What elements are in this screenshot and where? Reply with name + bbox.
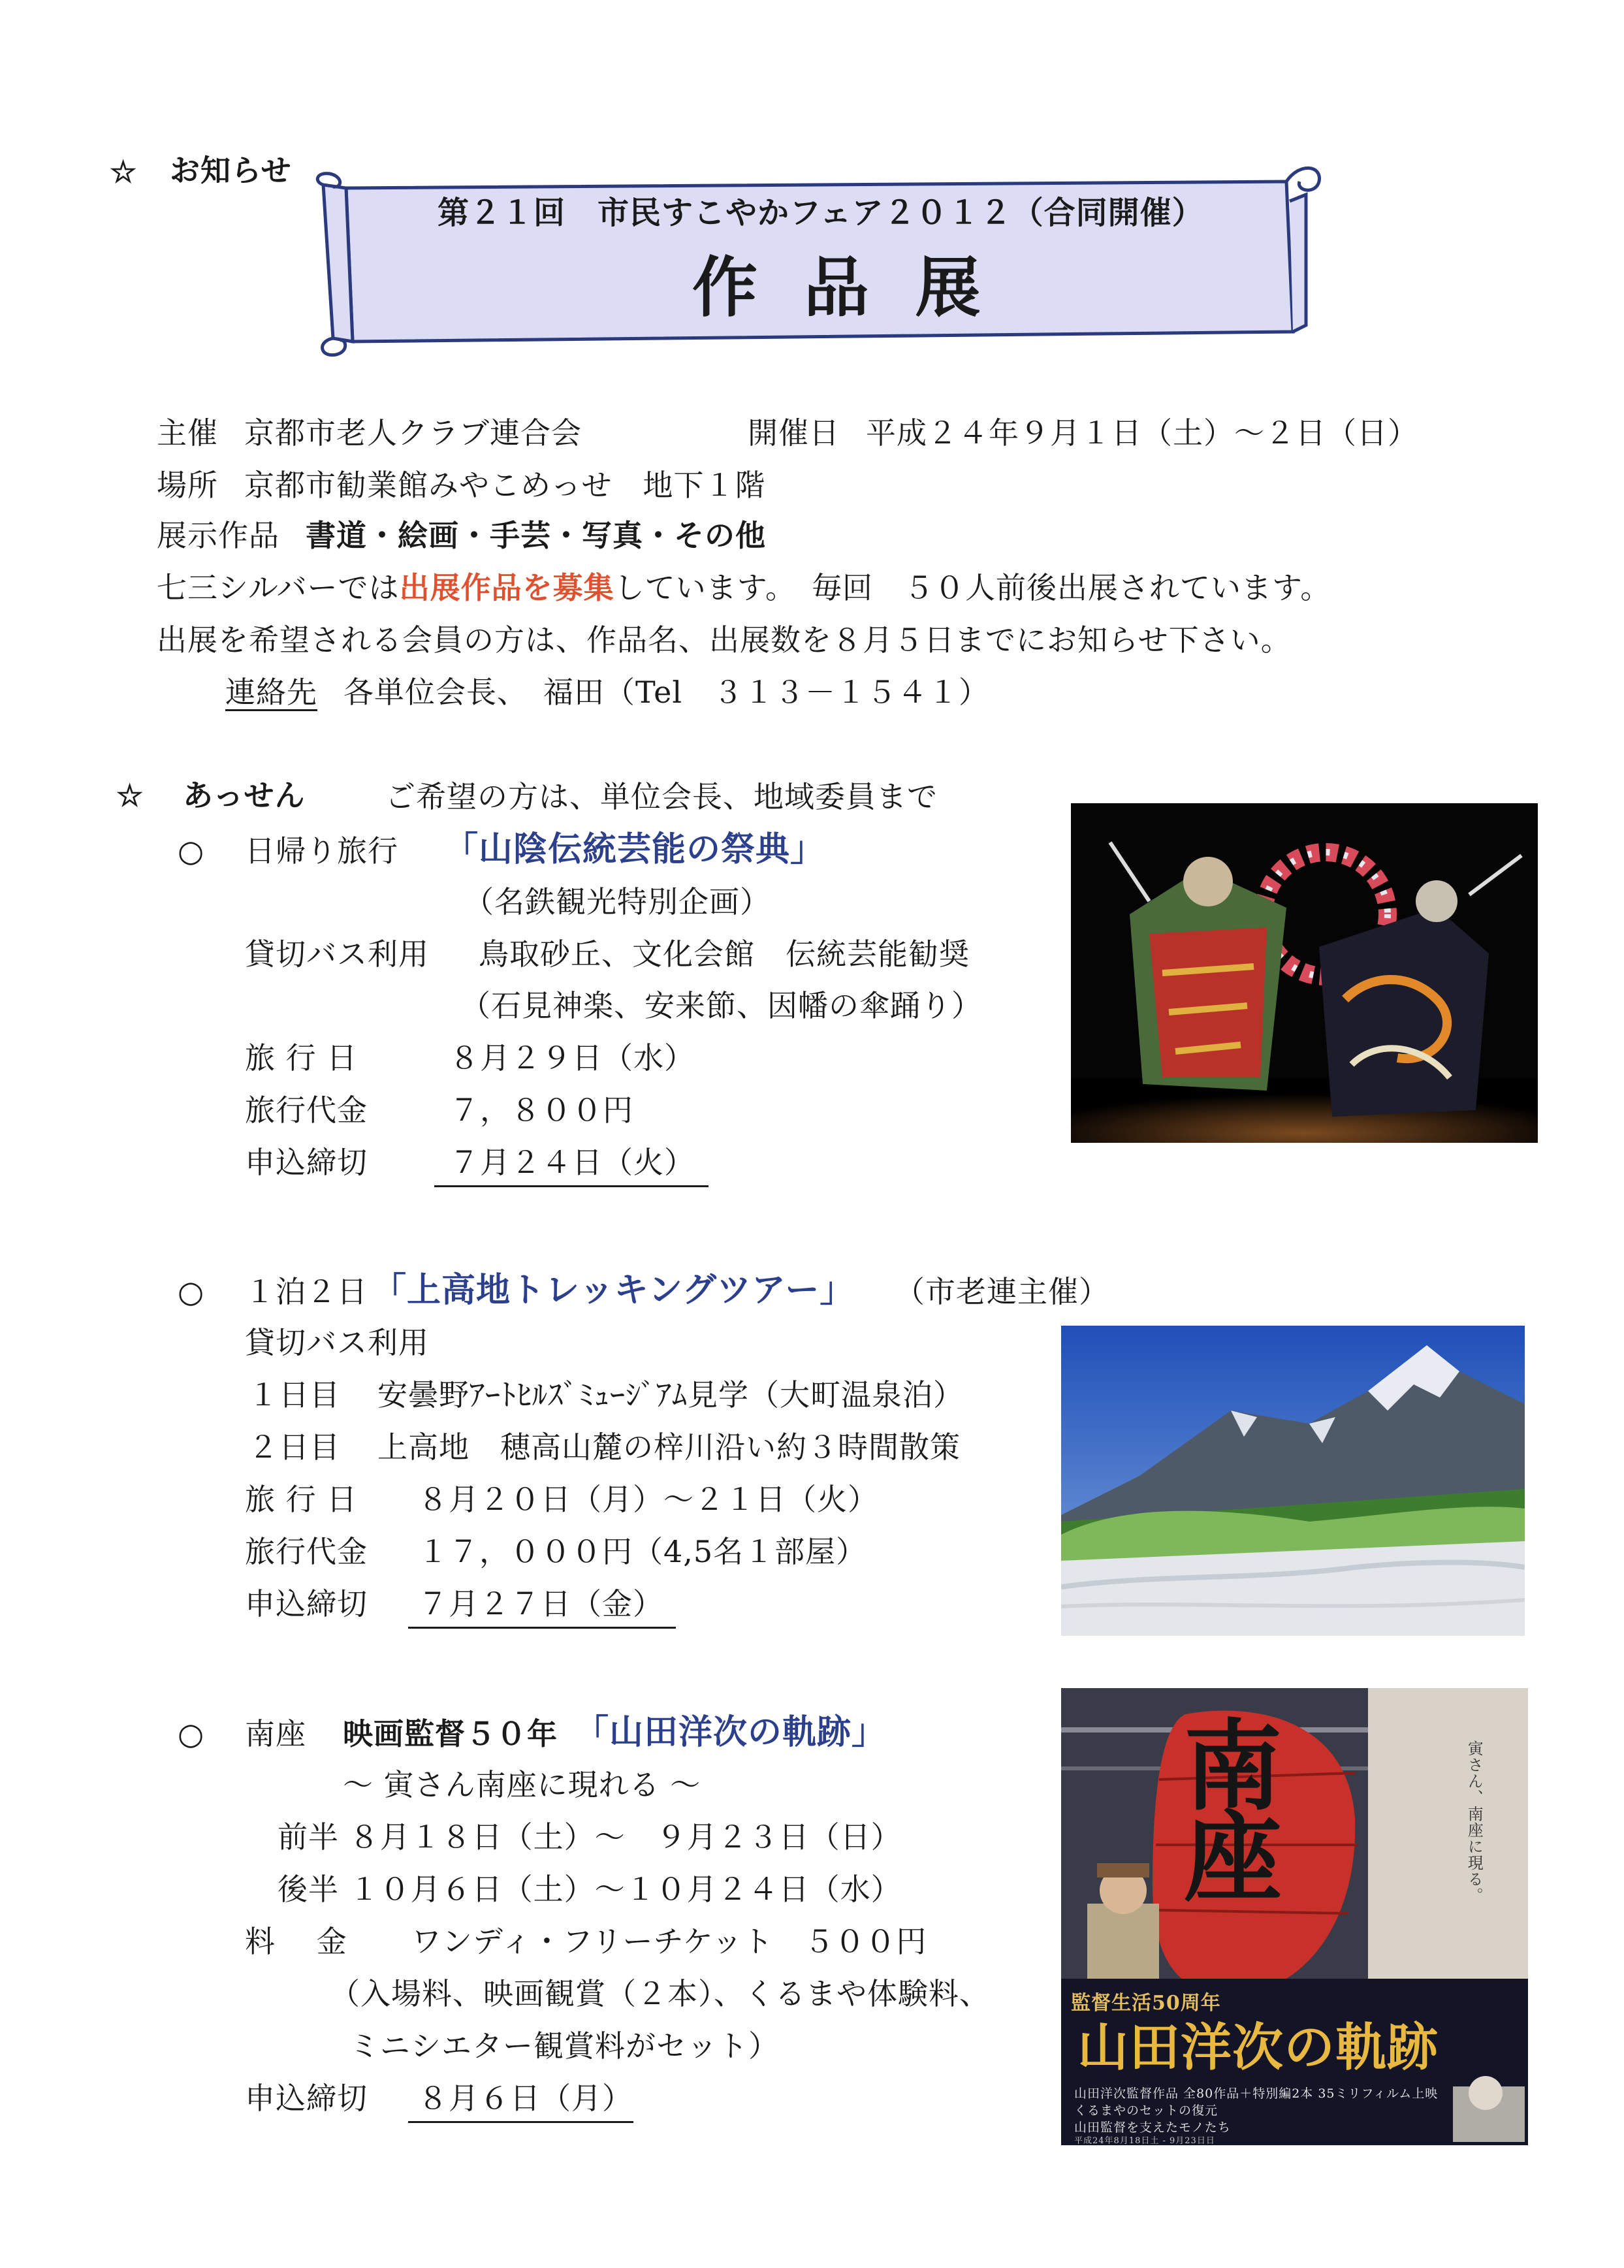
assen-heading: あっせん [183, 778, 306, 813]
trip1-fee-label: 旅行代金 [245, 1093, 368, 1128]
organizer: 京都市老人クラブ連合会 [244, 415, 582, 451]
request-text: 出展を希望される会員の方は、作品名、出展数を８月５日までにお知らせ下さい。 [157, 622, 1292, 658]
contact-row [225, 675, 990, 710]
trip2-day1: 安曇野ｱｰﾄﾋﾙｽﾞﾐｭｰｼﾞｱﾑ見学（大町温泉泊） [377, 1377, 964, 1413]
trip2-bullet: ○ [178, 1274, 205, 1309]
movie-title: 「山田洋次の軌跡」 [575, 1712, 887, 1752]
movie-venue: 南座 [245, 1716, 306, 1751]
trip1-type: 日帰り旅行 [245, 833, 398, 869]
movie-first-half: 前半 ８月１８日（土）～ ９月２３日（日） [278, 1819, 902, 1855]
movie-fee: ワンディ・フリーチケット ５００円 [411, 1924, 927, 1959]
poster-title: 山田洋次の軌跡 [1077, 2018, 1439, 2077]
works: 書道・絵画・手芸・写真・その他 [306, 518, 766, 553]
organizer-row [157, 415, 582, 451]
assen-note: ご希望の方は、単位会長、地域委員まで [385, 779, 938, 814]
poster-side-text: 寅さん、南座に現る。 [1465, 1740, 1484, 1904]
movie-poster [1061, 1688, 1528, 2145]
poster-dates: 平成24年8月18日土 - 9月23日日 [1074, 2136, 1215, 2145]
trip2-deadline-label: 申込締切 [245, 1586, 368, 1621]
poster-kanji: 南座 [1167, 1714, 1282, 1897]
trip1-sub: （名鉄観光特別企画） [464, 884, 771, 919]
movie-prefix: 映画監督５０年 [343, 1716, 558, 1751]
trip2-day2: 上高地 穂高山麓の梓川沿い約３時間散策 [377, 1429, 961, 1465]
trip1-date: ８月２９日（水） [449, 1040, 695, 1076]
trip2-type: １泊２日 [245, 1274, 368, 1309]
movie-second-half: 後半 １０月６日（土）～１０月２４日（水） [278, 1872, 902, 1907]
movie-deadline-underline [408, 2121, 633, 2123]
trip2-bus: 貸切バス利用 [245, 1325, 429, 1360]
trip1-bus-detail: （石見神楽、安来節、因幡の傘踊り） [460, 988, 982, 1023]
trip1-bus: 鳥取砂丘、文化会館 伝統芸能勧奨 [479, 936, 970, 972]
contact: 各単位会長、 福田（Tel ３１３－１５４１） [343, 675, 990, 710]
banner-title: 作 品 展 [692, 249, 993, 326]
trip1-title: 「山陰伝統芸能の祭典」 [444, 829, 825, 869]
movie-deadline: ８月６日（月） [418, 2081, 633, 2116]
poster-line1: 山田洋次監督作品 全80作品＋特別編2本 35ミリフィルム上映 [1074, 2086, 1439, 2101]
recruit-row: 七三シルバーでは出展作品を募集しています。 毎回 ５０人前後出展されています。 [157, 570, 1331, 605]
works-row [157, 520, 766, 551]
movie-fee-label: 料 金 [245, 1924, 347, 1959]
trip2-date: ８月２０日（月）～２１日（火） [418, 1482, 878, 1517]
trip1-date-label: 旅 行 日 [245, 1040, 358, 1076]
notice-heading: お知らせ [170, 153, 292, 188]
trip2-deadline: ７月２７日（金） [418, 1586, 663, 1621]
place-label: 場所 [157, 468, 218, 503]
poster-line2: くるまやのセットの復元 [1074, 2103, 1218, 2118]
assen-star-icon: ☆ [116, 778, 144, 813]
trip2-host: （市老連主催） [895, 1274, 1109, 1309]
date-label: 開催日 [748, 415, 840, 451]
kamikochi-photo [1061, 1326, 1525, 1636]
event-date: 平成２４年９月１日（土）～２日（日） [866, 415, 1418, 451]
recruit-highlight: 出展作品を募集 [399, 570, 614, 605]
trip1-bullet: ○ [178, 833, 205, 869]
notice-star-icon: ☆ [110, 154, 138, 189]
works-label: 展示作品 [157, 518, 279, 553]
poster-tag: 監督生活50周年 [1071, 1992, 1221, 2015]
organizer-label: 主催 [157, 415, 218, 451]
trip1-fee: ７，８００円 [449, 1093, 633, 1128]
trip1-deadline-underline [434, 1185, 709, 1187]
movie-bullet: ○ [178, 1716, 205, 1751]
movie-fee-detail2: ミニシエター観賞料がセット） [349, 2028, 779, 2064]
contact-label: 連絡先 [225, 675, 317, 710]
trip2-fee-label: 旅行代金 [245, 1534, 368, 1569]
banner-subtitle: 第２１回 市民すこやかフェア２０１２（合同開催） [438, 195, 1204, 231]
kagura-photo [1071, 803, 1538, 1143]
place: 京都市勧業館みやこめっせ 地下１階 [244, 468, 766, 503]
trip2-day2-label: ２日目 [248, 1429, 340, 1465]
movie-fee-detail1: （入場料、映画観賞（２本）、くるまや体験料、 [330, 1976, 990, 2011]
trip2-deadline-underline [408, 1627, 676, 1629]
trip1-deadline: ７月２４日（火） [449, 1145, 695, 1180]
place-row [157, 468, 766, 503]
trip2-date-label: 旅 行 日 [245, 1482, 358, 1517]
date-row [748, 415, 1418, 451]
movie-deadline-label: 申込締切 [245, 2081, 368, 2116]
trip2-title: 「上高地トレッキングツアー」 [372, 1270, 855, 1310]
trip1-bus-label: 貸切バス利用 [245, 936, 429, 972]
movie-sub: ～ 寅さん南座に現れる ～ [343, 1767, 701, 1802]
trip2-day1-label: １日目 [248, 1377, 340, 1413]
trip1-deadline-label: 申込締切 [245, 1145, 368, 1180]
poster-line3: 山田監督を支えたモノたち [1074, 2120, 1231, 2135]
trip2-fee: １７，０００円（4,5名１部屋） [418, 1534, 867, 1569]
